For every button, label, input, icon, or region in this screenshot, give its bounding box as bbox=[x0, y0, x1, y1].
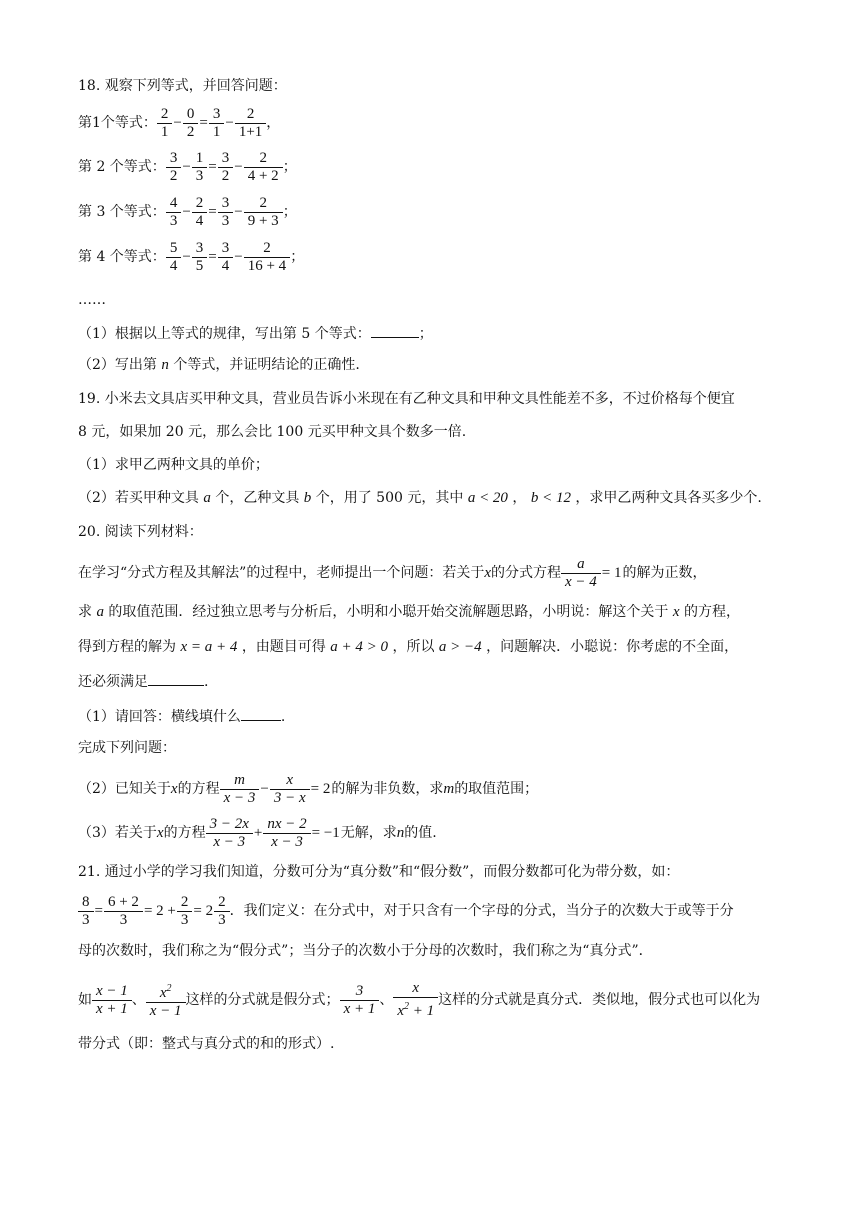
fraction: $\frac{3}{5}$ bbox=[194, 240, 206, 275]
text: 在学习“分式方程及其解法”的过程中，老师提出一个问题：若关于 bbox=[78, 565, 485, 581]
text: ，求甲乙两种文具各买多少个. bbox=[575, 490, 762, 506]
fraction: $\frac{x}{3 - x}$ bbox=[272, 772, 308, 807]
fraction: $\frac{x}{x^2 + 1}$ bbox=[395, 980, 436, 1020]
text: 求 bbox=[78, 604, 92, 620]
text: （2）已知关于 bbox=[78, 781, 171, 797]
punct: ； bbox=[418, 326, 433, 342]
q20-part-2: （2）已知关于 x 的方程 $\frac{m}{x - 3}$ − $\frac{x}{3 - x}$ = 2 的解为非负数，求 m 的取值范围； bbox=[78, 771, 539, 806]
inequality: a > −4 bbox=[438, 639, 482, 655]
text: 的方程， bbox=[683, 604, 740, 620]
fraction: $\frac{2}{3}$ bbox=[216, 894, 228, 929]
text: 个，用了 500 元，其中 bbox=[315, 490, 464, 506]
text: 的分式方程 bbox=[491, 565, 561, 581]
var-n: n bbox=[396, 825, 405, 841]
text: 的取值范围．经过独立思考与分析后，小明和小聪开始交流解题思路，小明说：解这个关于 bbox=[108, 604, 669, 620]
fraction: $\frac{3}{2}$ bbox=[220, 150, 232, 185]
text: 这样的分式就是假分式； bbox=[185, 992, 340, 1008]
q21-line-4: 如 $\frac{x - 1}{x + 1}$ 、 $\frac{x^2}{x - 1}$ 这样的分式就是假分式； $\frac{3}{x + 1}$ 、 $\frac{x}{x^2 + 1}$ 这样的分式就是真分式．类似地，假分式也可以化为 bbox=[78, 980, 761, 1019]
text: （2）写出第 bbox=[78, 357, 157, 373]
fraction: $\frac{2}{16 + 4}$ bbox=[246, 240, 288, 275]
q18-heading: 18. 观察下列等式，并回答问题： bbox=[78, 78, 287, 94]
fraction: $\frac{3}{1}$ bbox=[211, 106, 223, 141]
fraction: $\frac{1}{3}$ bbox=[194, 150, 206, 185]
q18-equation-4: 第 4 个等式： $\frac{5}{4}$ − $\frac{3}{5}$ = $\frac{3}{4}$ − $\frac{2}{16 + 4}$ ； bbox=[78, 239, 305, 274]
inequality: a + 4 > 0 bbox=[330, 639, 389, 655]
q18-equation-3: 第 3 个等式： $\frac{4}{3}$ − $\frac{2}{4}$ = $\frac{3}{3}$ − $\frac{2}{9 + 3}$ ； bbox=[78, 194, 297, 229]
eq1-label: 第1个等式： bbox=[78, 115, 157, 131]
var-x: x bbox=[484, 565, 491, 581]
text: 个等式，并证明结论的正确性. bbox=[173, 357, 360, 373]
text: 的方程 bbox=[177, 781, 220, 797]
text: 的值. bbox=[404, 825, 437, 841]
q18-part-1-text: （1）根据以上等式的规律，写出第 5 个等式： bbox=[78, 326, 371, 342]
fraction: $\frac{4}{3}$ bbox=[168, 195, 180, 230]
fraction: $\frac{5}{4}$ bbox=[168, 240, 180, 275]
text: （1）请回答：横线填什么 bbox=[78, 709, 241, 725]
fraction: $\frac{2}{4 + 2}$ bbox=[246, 150, 281, 185]
q20-material-3 bbox=[78, 637, 738, 657]
q21-line-2: $\frac{8}{3}$ = $\frac{6 + 2}{3}$ = 2 + $\frac{2}{3}$ = 2 $\frac{2}{3}$ ．我们定义：在分式中，对于只含有一个字母的分式，当分子的次数大于或等于分 bbox=[78, 890, 734, 932]
var-x: x bbox=[672, 604, 680, 620]
fraction: $\frac{3}{3}$ bbox=[220, 195, 232, 230]
q20-instruction: 完成下列问题： bbox=[78, 740, 176, 756]
punct: . bbox=[204, 674, 209, 690]
text: 还必须满足 bbox=[78, 674, 148, 690]
text: ，所以 bbox=[392, 639, 435, 655]
fraction: $\frac{3}{x + 1}$ bbox=[342, 983, 378, 1018]
q21-line-5: 带分式（即：整式与真分式的和的形式）. bbox=[78, 1036, 335, 1052]
eq2-label: 第 2 个等式： bbox=[78, 159, 166, 175]
fraction: $\frac{2}{9 + 3}$ bbox=[246, 195, 281, 230]
answer-blank[interactable] bbox=[371, 323, 419, 338]
answer-blank[interactable] bbox=[148, 671, 204, 686]
var-b: b bbox=[303, 490, 312, 506]
text: ，由题目可得 bbox=[241, 639, 326, 655]
q20-material-4 bbox=[78, 671, 208, 692]
fraction: $\frac{nx - 2}{x - 3}$ bbox=[265, 816, 308, 851]
q20-part-1 bbox=[78, 706, 285, 727]
fraction: $\frac{2}{4}$ bbox=[194, 195, 206, 230]
var-x: x bbox=[156, 825, 164, 841]
fraction: $\frac{2}{1}$ bbox=[159, 106, 171, 141]
fraction: $\frac{0}{2}$ bbox=[185, 106, 197, 141]
q21-line-1: 21. 通过小学的学习我们知道，分数可分为“真分数”和“假分数”，而假分数都可化为带分数，如： bbox=[78, 864, 680, 880]
q18-part-1 bbox=[78, 323, 433, 344]
fraction: $\frac{2}{1+1}$ bbox=[237, 106, 264, 141]
q20-material-1: 在学习“分式方程及其解法”的过程中，老师提出一个问题：若关于 x 的分式方程 $\frac{a}{x - 4}$ = 1 的解为正数， bbox=[78, 555, 707, 590]
q19-line-2: 8 元，如果加 20 元，那么会比 100 元买甲种文具个数多一倍. bbox=[78, 424, 467, 440]
fraction: $\frac{a}{x - 4}$ bbox=[563, 556, 599, 591]
text: 得到方程的解为 bbox=[78, 639, 176, 655]
text: 无解，求 bbox=[340, 825, 397, 841]
equation: x = a + 4 bbox=[180, 639, 238, 655]
q18-equation-2: 第 2 个等式： $\frac{3}{2}$ − $\frac{1}{3}$ = $\frac{3}{2}$ − $\frac{2}{4 + 2}$ ； bbox=[78, 149, 297, 184]
inequality: a < 20 bbox=[467, 490, 508, 506]
q19-part-2: （2）若买甲种文具 a 个，乙种文具 b 个，用了 500 元，其中 a < 20 ， b < 12 ，求甲乙两种文具各买多少个. bbox=[78, 490, 762, 506]
text: 的取值范围； bbox=[454, 781, 539, 797]
inequality: b < 12 bbox=[530, 490, 571, 506]
q21-line-3: 母的次数时，我们称之为“假分式”；当分子的次数小于分母的次数时，我们称之为“真分式”． bbox=[78, 943, 653, 959]
text: 的解为正数， bbox=[622, 565, 707, 581]
fraction: $\frac{3 - 2x}{x - 3}$ bbox=[208, 816, 251, 851]
q20-heading: 20. 阅读下列材料： bbox=[78, 524, 203, 540]
fraction: $\frac{3}{2}$ bbox=[168, 150, 180, 185]
text: 如 bbox=[78, 992, 92, 1008]
text: （2）若买甲种文具 bbox=[78, 490, 199, 506]
text: 的解为非负数，求 bbox=[331, 781, 444, 797]
var-a: a bbox=[203, 490, 211, 506]
q20-material-2 bbox=[78, 602, 740, 622]
text: 个，乙种文具 bbox=[215, 490, 300, 506]
eq4-label: 第 4 个等式： bbox=[78, 249, 166, 265]
text: ．我们定义：在分式中，对于只含有一个字母的分式，当分子的次数大于或等于分 bbox=[229, 903, 734, 919]
q20-part-3: （3）若关于 x 的方程 $\frac{3 - 2x}{x - 3}$ + $\frac{nx - 2}{x - 3}$ = −1 无解，求 n 的值. bbox=[78, 815, 437, 850]
var-a: a bbox=[96, 604, 104, 620]
q18-part-2 bbox=[78, 355, 360, 375]
text: ，问题解决．小聪说：你考虑的不全面， bbox=[486, 639, 739, 655]
eq3-label: 第 3 个等式： bbox=[78, 204, 166, 220]
fraction: $\frac{2}{3}$ bbox=[179, 894, 191, 929]
q19-part-1: （1）求甲乙两种文具的单价； bbox=[78, 457, 269, 473]
q18-equation-1: 第1个等式： $\frac{2}{1}$ − $\frac{0}{2}$ = $\frac{3}{1}$ − $\frac{2}{1+1}$ ， bbox=[78, 105, 281, 140]
var-m: m bbox=[443, 781, 455, 797]
var-n: n bbox=[161, 357, 169, 373]
answer-blank[interactable] bbox=[241, 706, 281, 721]
fraction: $\frac{6 + 2}{3}$ bbox=[106, 894, 141, 929]
text: （3）若关于 bbox=[78, 825, 157, 841]
fraction: $\frac{8}{3}$ bbox=[80, 894, 92, 929]
punct: . bbox=[280, 709, 286, 725]
fraction: $\frac{x - 1}{x + 1}$ bbox=[94, 983, 130, 1018]
fraction: $\frac{x^2}{x - 1}$ bbox=[148, 980, 184, 1020]
text: 的方程 bbox=[163, 825, 206, 841]
q19-line-1: 19. 小米去文具店买甲种文具，营业员告诉小米现在有乙种文具和甲种文具性能差不多，不过价格每个便宜 bbox=[78, 391, 735, 407]
var-x: x bbox=[170, 781, 178, 797]
ellipsis: …… bbox=[78, 292, 106, 308]
text: 这样的分式就是真分式．类似地，假分式也可以化为 bbox=[438, 992, 761, 1008]
fraction: $\frac{3}{4}$ bbox=[220, 240, 232, 275]
fraction: $\frac{m}{x - 3}$ bbox=[222, 772, 258, 807]
